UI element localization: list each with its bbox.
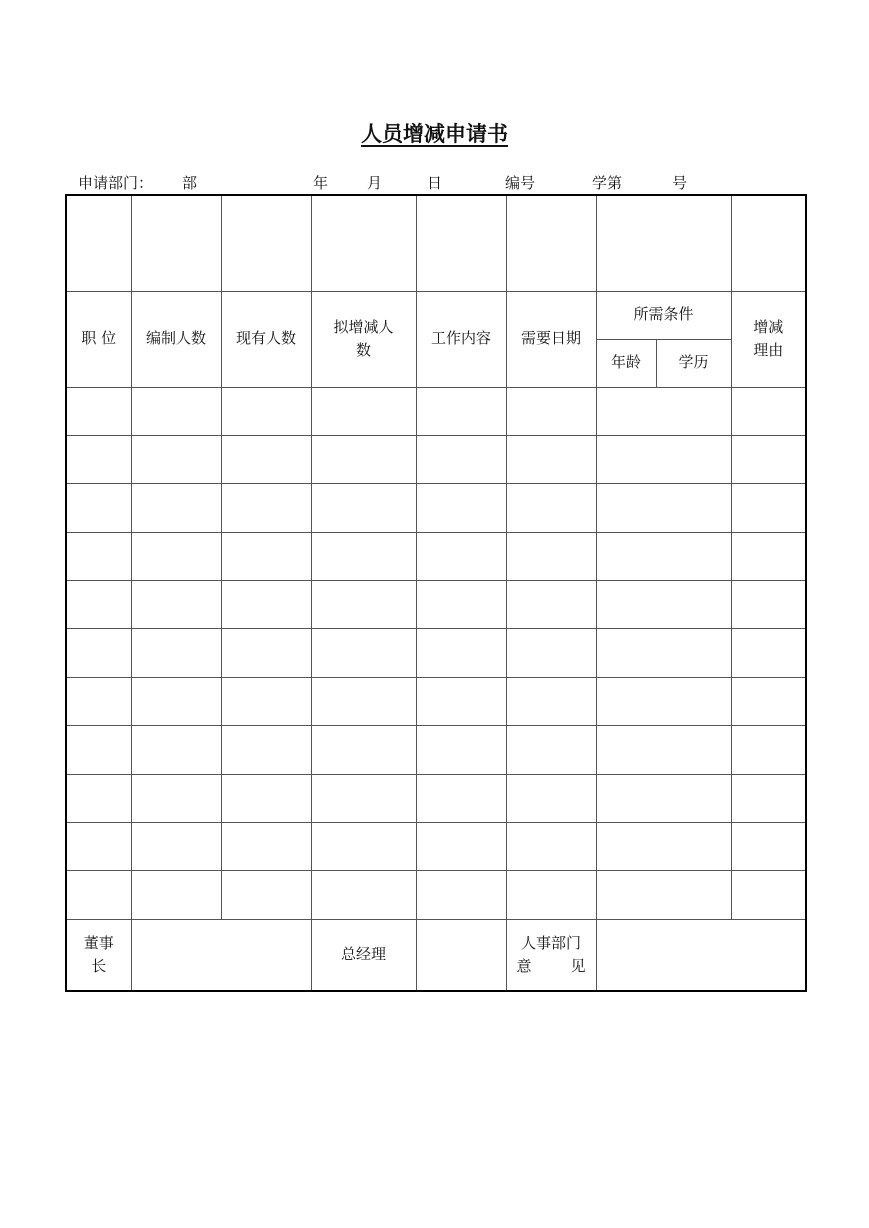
header-work-content: 工作内容 — [416, 291, 506, 387]
blank-cell[interactable] — [311, 435, 416, 483]
blank-cell[interactable] — [731, 774, 806, 822]
header-age: 年龄 — [596, 339, 656, 387]
blank-cell[interactable] — [221, 581, 311, 629]
blank-cell[interactable] — [731, 484, 806, 532]
table-row — [66, 484, 806, 532]
blank-cell[interactable] — [596, 677, 731, 725]
xue-di-label: 学第 — [592, 174, 623, 192]
table-row — [66, 677, 806, 725]
blank-cell[interactable] — [311, 774, 416, 822]
blank-cell[interactable] — [596, 871, 731, 919]
blank-cell[interactable] — [66, 532, 131, 580]
header-reason-line2: 理由 — [753, 341, 784, 359]
blank-cell[interactable] — [66, 484, 131, 532]
blank-cell[interactable] — [311, 823, 416, 871]
day-label: 日 — [427, 174, 443, 192]
blank-cell[interactable] — [506, 823, 596, 871]
header-reason — [731, 291, 806, 387]
header-planned-count: 编制人数 — [131, 291, 221, 387]
blank-cell[interactable] — [221, 435, 311, 483]
blank-cell[interactable] — [131, 629, 221, 677]
blank-cell[interactable] — [416, 532, 506, 580]
blank-cell[interactable] — [416, 677, 506, 725]
blank-cell[interactable] — [221, 774, 311, 822]
table-row — [66, 774, 806, 822]
dept-suffix: 部 — [182, 174, 198, 192]
blank-cell[interactable] — [131, 435, 221, 483]
blank-cell[interactable] — [66, 774, 131, 822]
footer-chairman-line1: 董事 — [83, 933, 114, 952]
blank-cell[interactable] — [66, 823, 131, 871]
footer-chairman-line2: 长 — [91, 957, 107, 976]
blank-cell[interactable] — [66, 581, 131, 629]
table-row — [66, 387, 806, 435]
blank-cell[interactable] — [506, 532, 596, 580]
blank-cell[interactable] — [416, 581, 506, 629]
header-row — [66, 291, 806, 339]
form-title: 人员增减申请书 — [361, 122, 508, 146]
blank-cell[interactable] — [506, 484, 596, 532]
table-row — [66, 823, 806, 871]
blank-cell[interactable] — [221, 823, 311, 871]
blank-cell[interactable] — [311, 629, 416, 677]
blank-cell[interactable] — [66, 435, 131, 483]
month-label: 月 — [367, 174, 383, 192]
footer-opinion-2: 见 — [570, 957, 586, 976]
dept-label: 申请部门： — [78, 174, 154, 192]
blank-cell[interactable] — [731, 532, 806, 580]
blank-cell[interactable] — [66, 629, 131, 677]
header-requirements: 所需条件 — [596, 291, 731, 339]
blank-cell[interactable] — [221, 387, 311, 435]
blank-cell[interactable] — [416, 435, 506, 483]
footer-general-manager: 总经理 — [311, 919, 416, 991]
blank-cell[interactable] — [731, 823, 806, 871]
blank-cell[interactable] — [506, 871, 596, 919]
footer-chairman — [66, 919, 131, 991]
blank-cell[interactable] — [416, 629, 506, 677]
blank-cell[interactable] — [311, 387, 416, 435]
blank-cell[interactable] — [506, 435, 596, 483]
blank-cell[interactable] — [731, 726, 806, 774]
header-position: 职 位 — [66, 291, 131, 387]
blank-cell[interactable] — [596, 823, 731, 871]
blank-cell[interactable] — [731, 677, 806, 725]
blank-cell[interactable] — [66, 387, 131, 435]
footer-opinion-1: 意 — [516, 957, 532, 976]
request-form-table — [65, 194, 807, 992]
blank-cell[interactable] — [506, 726, 596, 774]
blank-cell[interactable] — [506, 677, 596, 725]
table-row — [66, 629, 806, 677]
chairman-signature-field[interactable] — [131, 919, 311, 991]
blank-cell[interactable] — [66, 726, 131, 774]
blank-cell[interactable] — [416, 387, 506, 435]
blank-cell[interactable] — [596, 581, 731, 629]
header-proposed-change — [311, 291, 416, 387]
header-proposed-change-line1: 拟增减人 — [333, 317, 394, 336]
blank-cell[interactable] — [66, 677, 131, 725]
blank-cell[interactable] — [131, 581, 221, 629]
blank-cell[interactable] — [221, 629, 311, 677]
blank-cell[interactable] — [311, 532, 416, 580]
blank-cell[interactable] — [131, 484, 221, 532]
hr-opinion-field[interactable] — [596, 919, 806, 991]
blank-cell[interactable] — [221, 532, 311, 580]
blank-cell[interactable] — [416, 774, 506, 822]
blank-cell[interactable] — [596, 387, 731, 435]
blank-cell[interactable] — [131, 387, 221, 435]
footer-hr-dept: 人事部门 — [520, 933, 581, 952]
blank-cell[interactable] — [221, 871, 311, 919]
blank-cell[interactable] — [596, 532, 731, 580]
blank-cell[interactable] — [506, 774, 596, 822]
header-proposed-change-line2: 数 — [355, 341, 371, 359]
header-education: 学历 — [656, 339, 731, 387]
blank-cell[interactable] — [66, 871, 131, 919]
data-rows — [66, 387, 806, 919]
blank-cell[interactable] — [311, 581, 416, 629]
blank-cell[interactable] — [416, 871, 506, 919]
header-current-count: 现有人数 — [221, 291, 311, 387]
blank-cell[interactable] — [131, 726, 221, 774]
blank-cell[interactable] — [731, 629, 806, 677]
blank-cell[interactable] — [416, 484, 506, 532]
blank-cell[interactable] — [506, 629, 596, 677]
year-label: 年 — [313, 174, 329, 192]
general-manager-signature-field[interactable] — [416, 919, 506, 991]
blank-cell[interactable] — [221, 677, 311, 725]
footer-row — [66, 919, 806, 991]
header-needed-date: 需要日期 — [506, 291, 596, 387]
blank-cell[interactable] — [596, 435, 731, 483]
number-label: 编号 — [505, 174, 536, 192]
blank-cell[interactable] — [506, 581, 596, 629]
blank-cell[interactable] — [311, 677, 416, 725]
blank-cell[interactable] — [311, 726, 416, 774]
table-row — [66, 581, 806, 629]
blank-cell[interactable] — [506, 387, 596, 435]
blank-cell[interactable] — [131, 677, 221, 725]
top-blank-row — [66, 195, 806, 291]
blank-cell[interactable] — [221, 484, 311, 532]
footer-opinion — [507, 955, 596, 978]
hao-label: 号 — [672, 174, 688, 192]
blank-cell[interactable] — [311, 871, 416, 919]
table-row — [66, 435, 806, 483]
blank-cell[interactable] — [596, 726, 731, 774]
table-row — [66, 726, 806, 774]
blank-cell[interactable] — [731, 581, 806, 629]
table-row — [66, 871, 806, 919]
blank-cell[interactable] — [131, 871, 221, 919]
blank-cell[interactable] — [221, 726, 311, 774]
blank-cell[interactable] — [596, 774, 731, 822]
footer-hr-opinion — [506, 919, 596, 991]
blank-cell[interactable] — [131, 774, 221, 822]
blank-cell[interactable] — [131, 532, 221, 580]
header-reason-line1: 增减 — [753, 317, 784, 336]
blank-cell[interactable] — [416, 823, 506, 871]
blank-cell[interactable] — [731, 871, 806, 919]
blank-cell[interactable] — [731, 435, 806, 483]
blank-cell[interactable] — [131, 823, 221, 871]
blank-cell[interactable] — [731, 387, 806, 435]
blank-cell[interactable] — [311, 484, 416, 532]
blank-cell[interactable] — [596, 484, 731, 532]
blank-cell[interactable] — [416, 726, 506, 774]
blank-cell[interactable] — [596, 629, 731, 677]
table-row — [66, 532, 806, 580]
